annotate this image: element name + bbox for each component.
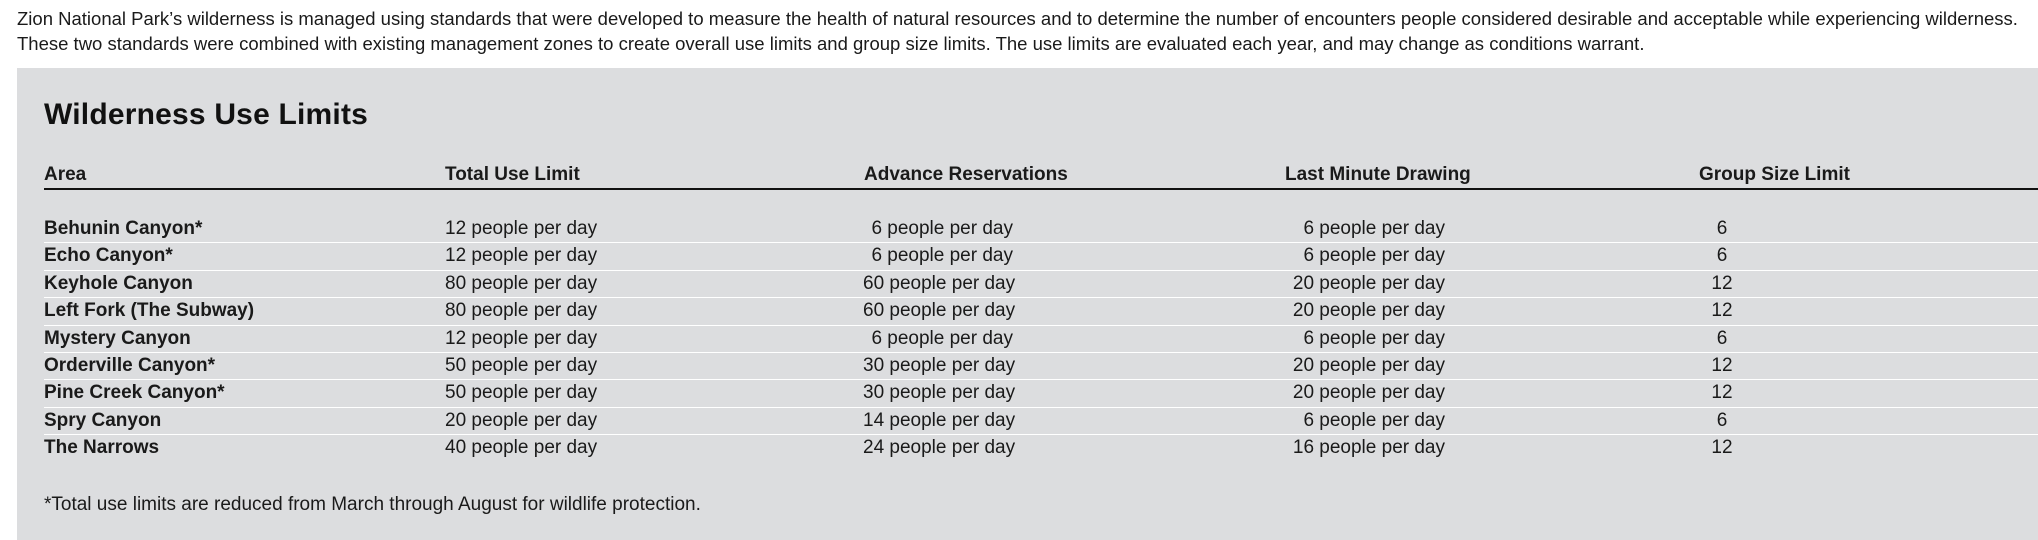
cell-advance-reservations: 6 people per day [871, 327, 1013, 349]
cell-total-use-limit: 50 people per day [445, 382, 598, 404]
cell-advance-reservations: 30 people per day [863, 382, 1016, 404]
footnote: *Total use limits are reduced from March through August for wildlife protection. [44, 494, 701, 515]
cell-group-size-limit: 12 [1711, 272, 1733, 294]
cell-area: Mystery Canyon [44, 327, 191, 349]
table-row [17, 298, 2038, 325]
cell-advance-reservations: 14 people per day [863, 409, 1016, 431]
header-last-minute-drawing: Last Minute Drawing [1285, 164, 1471, 185]
use-limits-panel [17, 68, 2038, 540]
cell-total-use-limit: 12 people per day [445, 245, 598, 267]
cell-total-use-limit: 80 people per day [445, 300, 598, 322]
cell-area: Echo Canyon* [44, 245, 173, 267]
cell-group-size-limit: 6 [1716, 218, 1728, 239]
cell-group-size-limit: 6 [1716, 409, 1728, 431]
cell-area: Left Fork (The Subway) [44, 300, 255, 322]
cell-last-minute-drawing: 6 people per day [1303, 218, 1445, 239]
header-area: Area [44, 164, 87, 185]
header-group-size-limit: Group Size Limit [1699, 164, 1850, 185]
cell-group-size-limit: 12 [1711, 300, 1733, 322]
cell-area: The Narrows [44, 437, 160, 459]
cell-group-size-limit: 12 [1711, 382, 1733, 404]
cell-area: Orderville Canyon* [44, 354, 216, 376]
cell-last-minute-drawing: 20 people per day [1292, 354, 1445, 376]
table-body [17, 216, 2038, 463]
cell-group-size-limit: 12 [1711, 437, 1733, 459]
table-header-row [17, 164, 2038, 190]
cell-total-use-limit: 12 people per day [445, 327, 598, 349]
cell-advance-reservations: 30 people per day [863, 354, 1016, 376]
table-row [17, 243, 2038, 270]
cell-group-size-limit: 12 [1711, 354, 1733, 376]
header-total-use-limit: Total Use Limit [445, 164, 580, 185]
table-row [17, 435, 2038, 462]
table-title: Wilderness Use Limits [44, 98, 369, 131]
cell-last-minute-drawing: 20 people per day [1292, 300, 1445, 322]
intro-line-1: Zion National Park’s wilderness is managed using standards that were developed to measure the health of natural resources and to determine the number of encounters people considered desirable and acceptable while experiencing wilderness. [17, 8, 2018, 29]
cell-area: Spry Canyon [44, 409, 162, 431]
cell-area: Pine Creek Canyon* [44, 382, 225, 404]
header-advance-reservations: Advance Reservations [864, 164, 1068, 185]
cell-total-use-limit: 40 people per day [445, 437, 598, 459]
cell-total-use-limit: 50 people per day [445, 354, 598, 376]
intro-text [17, 6, 2027, 56]
table-row [17, 353, 2038, 380]
cell-advance-reservations: 60 people per day [863, 300, 1016, 322]
cell-group-size-limit: 6 [1716, 245, 1728, 267]
cell-total-use-limit: 80 people per day [445, 272, 598, 294]
cell-advance-reservations: 6 people per day [871, 218, 1013, 239]
cell-last-minute-drawing: 6 people per day [1303, 245, 1445, 267]
cell-total-use-limit: 20 people per day [445, 409, 598, 431]
table-row [17, 271, 2038, 298]
table-row [17, 326, 2038, 353]
cell-group-size-limit: 6 [1716, 327, 1728, 349]
cell-last-minute-drawing: 16 people per day [1292, 437, 1445, 459]
cell-advance-reservations: 6 people per day [871, 245, 1013, 267]
table-row [17, 408, 2038, 435]
intro-line-2: These two standards were combined with existing management zones to create overall use limits and group size limits. The use limits are evaluated each year, and may change as conditions warrant. [17, 33, 1645, 54]
cell-total-use-limit: 12 people per day [445, 218, 598, 239]
cell-advance-reservations: 60 people per day [863, 272, 1016, 294]
cell-last-minute-drawing: 6 people per day [1303, 409, 1445, 431]
cell-last-minute-drawing: 20 people per day [1292, 272, 1445, 294]
cell-area: Keyhole Canyon [44, 272, 193, 294]
table-row [17, 380, 2038, 407]
cell-last-minute-drawing: 6 people per day [1303, 327, 1445, 349]
cell-advance-reservations: 24 people per day [863, 437, 1016, 459]
header-divider [44, 188, 2038, 190]
cell-last-minute-drawing: 20 people per day [1292, 382, 1445, 404]
table-row [17, 216, 2038, 243]
cell-area: Behunin Canyon* [44, 218, 203, 239]
